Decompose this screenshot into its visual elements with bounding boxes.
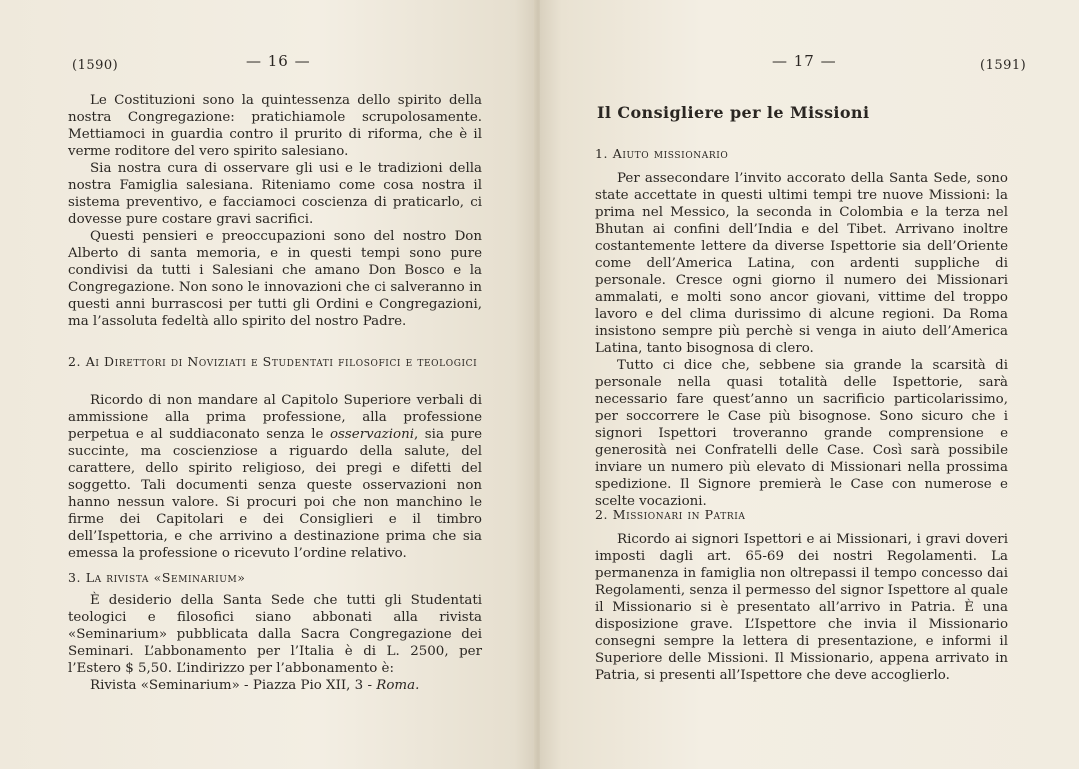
section-heading-aid: 1. Aiuto missionario xyxy=(595,146,729,161)
page-number-right: — 17 — xyxy=(772,52,837,70)
missionaries-paragraph: Ricordo ai signori Ispettori e ai Missionari, i gravi doveri imposti dagli art. 65-69 dei nostri Regolamenti. La permanenza in famiglia non oltrepassi il tempo concesso dai Regolamenti, senza il permesso del signor Ispettore al quale il Missionario si è presentato all’arrivo in Patria. È una disposizione grave. L’Ispettore che invia il Missionario consegni sempre la lettera di presentazione, e informi il Superiore delle Missioni. Il Missionario, appena arrivato in Patria, si presenti all’Ispettore che deve accoglierlo. xyxy=(595,532,1008,683)
chapter-title: Il Consigliere per le Missioni xyxy=(597,103,870,122)
section-heading-seminarium: 3. La rivista «Seminarium» xyxy=(68,570,246,585)
directors-text-before: Ricordo di non mandare al Capitolo Superiore verbali di ammissione alla prima professione, alla professione perpetua e al suddiaconato senza le xyxy=(68,393,482,442)
section-heading-directors: 2. Ai Direttori di Noviziati e Studentati filosofici e teologici xyxy=(68,354,478,369)
intro-text xyxy=(68,92,482,330)
page-number-left: — 16 — xyxy=(246,52,311,70)
address-text: Rivista «Seminarium» - Piazza Pio XII, 3 - xyxy=(90,678,377,693)
section-text-directors xyxy=(68,392,482,562)
seminarium-address xyxy=(68,677,482,694)
section-text-seminarium xyxy=(68,592,482,694)
section-text-missionaries xyxy=(595,531,1008,684)
aid-paragraph: Per assecondare l’invito accorato della Santa Sede, sono state accettate in questi ultimi tempi tre nuove Missioni: la prima nel Messico, la seconda in Colombia e la terza nel Bhutan ai confini dell’India e del Tibet. Arrivano inoltre costantemente lettere da diverse Ispettorie sia dell’Oriente come dell’America Latina, con ardenti suppliche di personale. Cresce ogni giorno il numero dei Missionari ammalati, e molti sono ancor giovani, vittime del troppo lavoro e del clima durissimo di alcune regioni. Da Roma insistono sempre più perchè si venga in aiuto dell’America Latina, tanto bisognosa di clero. xyxy=(595,171,1008,356)
directors-text-italic: osservazioni xyxy=(330,427,414,442)
section-text-aid xyxy=(595,170,1008,510)
aid-paragraph: Tutto ci dice che, sebbene sia grande la scarsità di personale nella quasi totalità delle Ispettorie, sarà necessario fare quest’anno un sacrificio particolarissimo, per soccorrere le Case più bisognose. Sono sicuro che i signori Ispettori troveranno grande comprensione e generosità nei Confratelli delle Case. Così sarà possibile inviare un numero più elevato di Missionari nella prossima spedizione. Il Signore premierà le Case con numerose e scelte vocazioni. xyxy=(595,358,1008,509)
left-page xyxy=(0,0,536,769)
directors-text-after: , sia pure succinte, ma coscienziose a riguardo della salute, del carattere, dello spirito religioso, dei pregi e difetti del soggetto. Tali documenti senza queste osservazioni non hanno nessun valore. Si procuri poi che non manchino le firme dei Capitolari e dei Consiglieri e il timbro dell’Ispettoria, e che arrivino a destinazione prima che sia emessa la professione o ricevuto l’ordine relativo. xyxy=(68,427,482,561)
directors-paragraph xyxy=(68,392,482,562)
address-city: Roma. xyxy=(376,678,420,693)
running-head-left: (1590) xyxy=(72,58,119,73)
seminarium-paragraph: È desiderio della Santa Sede che tutti gli Studentati teologici e filosofici siano abbonati alla rivista «Seminarium» pubblicata dalla Sacra Congregazione dei Seminari. L’abbonamento per l’Italia è di L. 2500, per l’Estero $ 5,50. L’indirizzo per l’abbonamento è: xyxy=(68,593,482,676)
right-page xyxy=(540,0,1079,769)
section-heading-missionaries: 2. Missionari in Patria xyxy=(595,507,746,522)
running-head-right: (1591) xyxy=(980,58,1027,73)
intro-paragraph: Questi pensieri e preoccupazioni sono del nostro Don Alberto di santa memoria, e in questi tempi sono pure condivisi da tutti i Salesiani che amano Don Bosco e la Congregazione. Non sono le innovazioni che ci salveranno in questi anni burrascosi per tutti gli Ordini e Congregazioni, ma l’assoluta fedeltà allo spirito del nostro Padre. xyxy=(68,229,482,329)
intro-paragraph: Le Costituzioni sono la quintessenza dello spirito della nostra Congregazione: pratichiamole scrupolosamente. Mettiamoci in guardia contro il prurito di riforma, che è il verme roditore del vero spirito salesiano. xyxy=(68,93,482,159)
intro-paragraph: Sia nostra cura di osservare gli usi e le tradizioni della nostra Famiglia salesiana. Riteniamo come cosa nostra il sistema preventivo, e facciamoci coscienza di praticarlo, ci dovesse pure costare gravi sacrifici. xyxy=(68,161,482,227)
